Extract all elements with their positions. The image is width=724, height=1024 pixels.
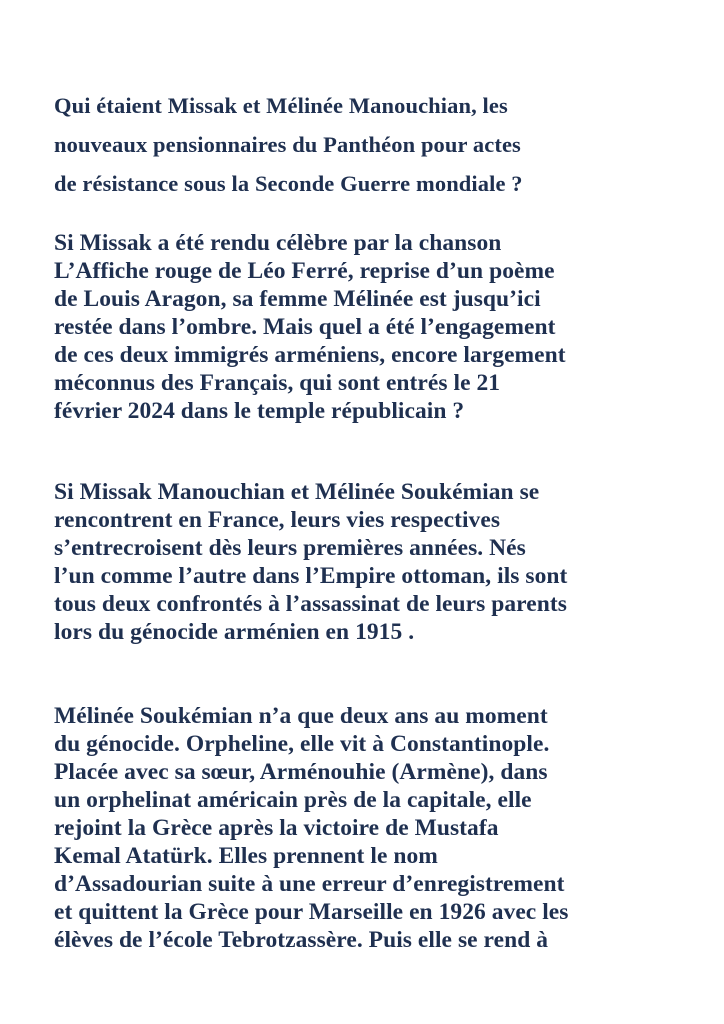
paragraph-line: Si Missak a été rendu célèbre par la chanson [54,230,502,256]
paragraph-line: du génocide. Orpheline, elle vit à Constantinople. [54,731,550,757]
paragraph-line: rejoint la Grèce après la victoire de Mustafa [54,815,499,841]
paragraph-line: lors du génocide arménien en 1915 . [54,619,415,645]
paragraph-melinee [54,702,704,954]
paragraph-line: l’un comme l’autre dans l’Empire ottoman, ils sont [54,563,568,589]
paragraph-line: méconnus des Français, qui sont entrés le 21 [54,370,501,396]
paragraph-line: Placée avec sa sœur, Arménouhie (Armène), dans [54,759,548,785]
paragraph-line: Si Missak Manouchian et Mélinée Soukémian se [54,479,540,505]
paragraph-intro [54,229,704,425]
paragraph-line: restée dans l’ombre. Mais quel a été l’engagement [54,314,556,340]
title-line: Qui étaient Missak et Mélinée Manouchian, les [54,93,508,118]
paragraph-line: élèves de l’école Tebrotzassère. Puis elle se rend à [54,927,549,953]
paragraph-line: d’Assadourian suite à une erreur d’enregistrement [54,871,565,897]
title-line: de résistance sous la Seconde Guerre mondiale ? [54,171,523,196]
article-title [54,86,704,203]
paragraph-line: et quittent la Grèce pour Marseille en 1926 avec les [54,899,569,925]
paragraph-line: de ces deux immigrés arméniens, encore largement [54,342,566,368]
paragraph-line: L’Affiche rouge de Léo Ferré, reprise d’un poème [54,258,555,284]
paragraph-line: Kemal Atatürk. Elles prennent le nom [54,843,438,869]
paragraph-line: Mélinée Soukémian n’a que deux ans au moment [54,703,548,729]
paragraph-line: février 2024 dans le temple républicain ? [54,398,465,424]
paragraph-origins [54,478,704,646]
paragraph-line: de Louis Aragon, sa femme Mélinée est jusqu’ici [54,286,541,312]
paragraph-line: rencontrent en France, leurs vies respectives [54,507,501,533]
paragraph-line: un orphelinat américain près de la capitale, elle [54,787,532,813]
paragraph-line: tous deux confrontés à l’assassinat de leurs parents [54,591,567,617]
paragraph-line: s’entrecroisent dès leurs premières années. Nés [54,535,526,561]
title-line: nouveaux pensionnaires du Panthéon pour actes [54,132,521,157]
